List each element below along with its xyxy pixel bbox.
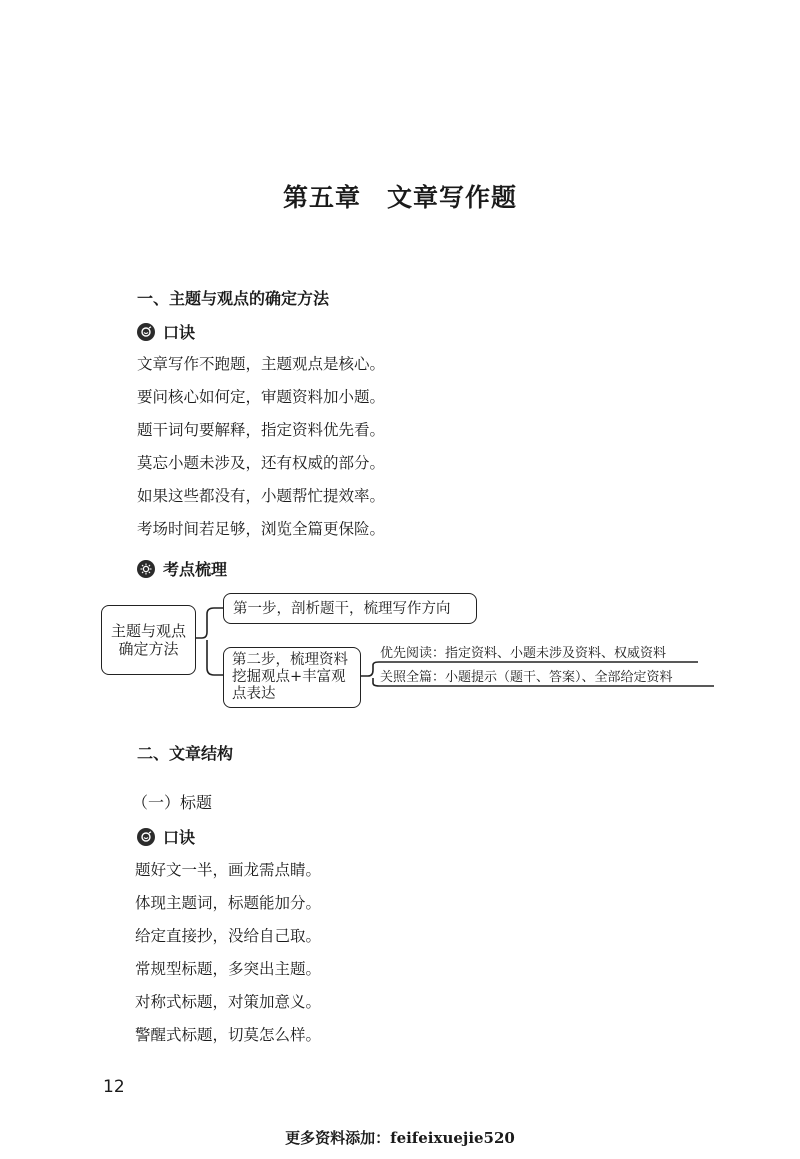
koujue-line: 莫忘小题未涉及，还有权威的部分。 — [137, 454, 386, 472]
mouth-chat-icon — [137, 828, 155, 846]
koujue-line: 考场时间若足够，浏览全篇更保险。 — [137, 520, 386, 538]
koujue-line: 体现主题词，标题能加分。 — [135, 894, 322, 912]
footer-watermark-text: 更多资料添加：feifeixuejie520 — [285, 1129, 515, 1147]
mindmap-step2 — [223, 647, 361, 708]
mindmap-step1 — [223, 593, 477, 624]
mindmap-leaf1: 优先阅读：指定资料、小题未涉及资料、权威资料 — [380, 646, 667, 661]
koujue-line: 对称式标题，对策加意义。 — [135, 993, 322, 1011]
koujue-label: 口诀 — [163, 323, 196, 342]
section1-heading: 一、主题与观点的确定方法 — [137, 289, 330, 308]
mindmap-step1-text: 第一步，剖析题干，梳理写作方向 — [233, 600, 451, 617]
mindmap-step2-line: 点表达 — [232, 686, 276, 702]
chapter-name: 文章写作题 — [387, 183, 518, 212]
mindmap-step2-line: 第二步，梳理资料 — [232, 652, 348, 668]
section1-koujue-lines — [137, 348, 385, 546]
koujue-line: 常规型标题，多突出主题。 — [135, 960, 322, 978]
section1-koujue-tag — [137, 320, 195, 343]
sun-gear-icon — [137, 560, 155, 578]
section2-koujue-tag — [137, 825, 195, 848]
section2-heading: 二、文章结构 — [137, 744, 234, 763]
chapter-number: 第五章 — [282, 183, 361, 212]
mindmap-root — [101, 605, 196, 675]
mindmap-root-line: 确定方法 — [118, 640, 179, 658]
kaodian-tag — [137, 557, 227, 580]
koujue-line: 如果这些都没有，小题帮忙提效率。 — [137, 487, 386, 505]
koujue-line: 要问核心如何定，审题资料加小题。 — [137, 388, 386, 406]
koujue-line: 文章写作不跑题，主题观点是核心。 — [137, 355, 386, 373]
mindmap-root-line: 主题与观点 — [110, 622, 186, 640]
kaodian-label: 考点梳理 — [163, 560, 228, 579]
mindmap-leaf2: 关照全篇：小题提示（题干、答案）、全部给定资料 — [380, 670, 673, 685]
koujue-line: 给定直接抄，没给自己取。 — [135, 927, 322, 945]
chapter-title — [0, 178, 800, 214]
koujue-label: 口诀 — [163, 828, 196, 847]
mouth-chat-icon — [137, 323, 155, 341]
page-number: 12 — [103, 1077, 125, 1097]
mindmap-step2-line: 挖掘观点+丰富观 — [232, 669, 346, 685]
koujue-line: 题好文一半，画龙需点睛。 — [135, 861, 322, 879]
section2-koujue-lines — [135, 854, 321, 1052]
koujue-line: 题干词句要解释，指定资料优先看。 — [137, 421, 386, 439]
koujue-line: 警醒式标题，切莫怎么样。 — [135, 1026, 322, 1044]
section2-sub1-heading: （一）标题 — [132, 793, 213, 812]
